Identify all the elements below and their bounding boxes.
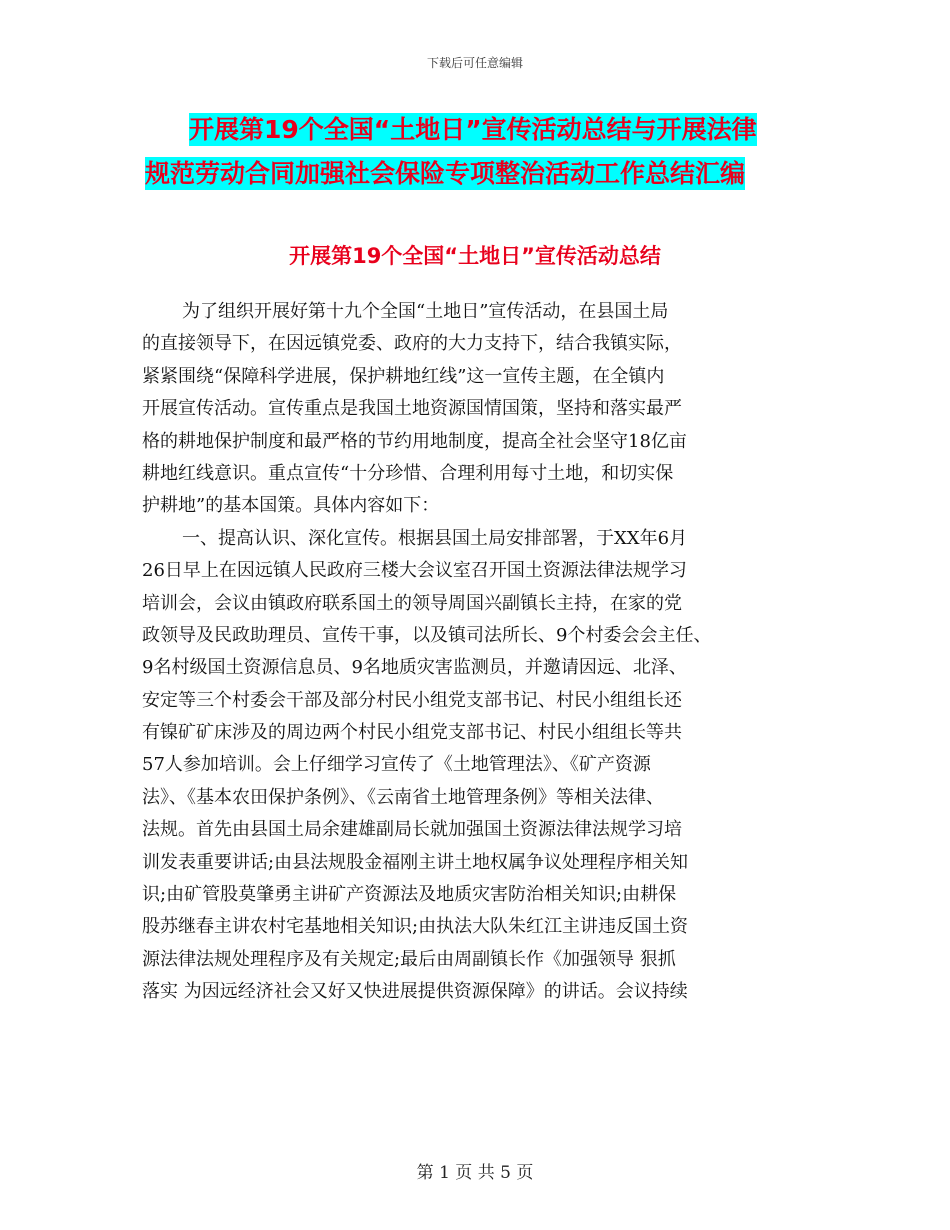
document-title	[145, 108, 825, 196]
paragraph-line: 培训会，会议由镇政府联系国土的领导周国兴副镇长主持，在家的党	[142, 592, 682, 614]
title-line-1	[145, 108, 825, 152]
title-line-2-text: 规范劳动合同加强社会保险专项整治活动工作总结汇编	[145, 159, 746, 188]
section-title: 开展第19个全国“土地日”宣传活动总结	[289, 244, 661, 268]
paragraph-line: 紧紧围绕“保障科学进展，保护耕地红线”这一宣传主题，在全镇内	[142, 365, 665, 387]
paragraph-line: 护耕地”的基本国策。具体内容如下：	[142, 495, 440, 517]
paragraph-line: 落实 为因远经济社会又好又快进展提供资源保障》的讲话。会议持续	[142, 981, 688, 1003]
paragraph-line: 股苏继春主讲农村宅基地相关知识;由执法大队朱红江主讲违反国土资	[142, 916, 689, 938]
paragraph-line: 训发表重要讲话;由县法规股金福刚主讲土地权属争议处理程序相关知	[142, 851, 689, 873]
title-line-1-text: 开展第19个全国“土地日”宣传活动总结与开展法律	[189, 115, 757, 144]
page-footer: 第 1 页 共 5 页	[416, 1163, 534, 1183]
paragraph-line: 的直接领导下，在因远镇党委、政府的大力支持下，结合我镇实际，	[142, 333, 682, 355]
paragraph-line: 一、提高认识、深化宣传。根据县国土局安排部署，于XX年6月	[182, 527, 688, 549]
title-line-2	[145, 152, 825, 196]
paragraph-line: 识;由矿管股莫肇勇主讲矿产资源法及地质灾害防治相关知识;由耕保	[142, 884, 677, 906]
paragraph-line: 法》、《基本农田保护条例》、《云南省土地管理条例》等相关法律、	[142, 786, 664, 808]
paragraph-line: 开展宣传活动。宣传重点是我国土地资源国情国策，坚持和落实最严	[142, 398, 682, 420]
paragraph-line: 政领导及民政助理员、宣传干事，以及镇司法所长、9个村委会会主任、	[142, 624, 712, 646]
paragraph-line: 源法律法规处理程序及有关规定;最后由周副镇长作《加强领导 狠抓	[142, 948, 676, 970]
paragraph-line: 格的耕地保护制度和最严格的节约用地制度，提高全社会坚守18亿亩	[142, 430, 687, 452]
header-note: 下载后可任意编辑	[426, 56, 523, 70]
paragraph-line: 法规。首先由县国土局余建雄副局长就加强国土资源法律法规学习培	[142, 819, 682, 841]
paragraph-line: 9名村级国土资源信息员、9名地质灾害监测员，并邀请因远、北泽、	[142, 657, 687, 679]
paragraph-line: 耕地红线意识。重点宣传“十分珍惜、合理利用每寸土地，和切实保	[142, 462, 674, 484]
paragraph-line: 有镍矿矿床涉及的周边两个村民小组党支部书记、村民小组组长等共	[142, 722, 682, 744]
body-text	[142, 296, 832, 1009]
paragraph-line: 安定等三个村委会干部及部分村民小组党支部书记、村民小组组长还	[142, 689, 682, 711]
paragraph-line: 26日早上在因远镇人民政府三楼大会议室召开国土资源法律法规学习	[142, 560, 687, 582]
paragraph-line: 57人参加培训。会上仔细学习宣传了《土地管理法》、《矿产资源	[142, 754, 651, 776]
paragraph-line: 为了组织开展好第十九个全国“土地日”宣传活动，在县国土局	[182, 301, 669, 322]
